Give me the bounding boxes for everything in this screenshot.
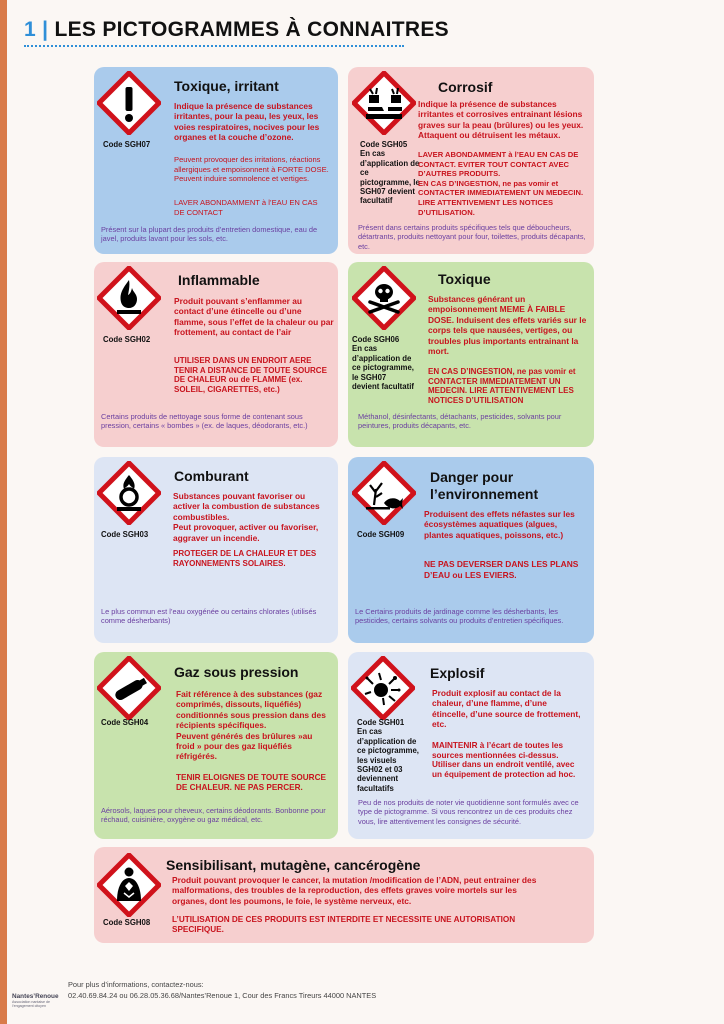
nantes-renoue-logo [12, 993, 64, 1011]
card-toxique [348, 262, 594, 447]
card-title: Gaz sous pression [174, 664, 299, 680]
left-accent-bar [0, 0, 7, 1024]
flame-over-circle-icon [97, 461, 161, 525]
card-examples: Peu de nos produits de noter vie quotidienne sont formulés avec ce type de pictogramme. Si vous rencontrez un de ces produits chez vous, lire attentivement les consignes de sécurité. [358, 798, 579, 826]
card-description: Fait référence à des substances (gaz comprimés, dissouts, liquéfiés) conditionnés sous pression dans des récipients spécifiques. Peuvent générés des brûlures »au froid » pour des gaz liquéfiés réfrigérés. [176, 689, 326, 762]
card-description: Indique la présence de substances irritantes, pour la peau, les yeux, les voies respiratoires, nocives pour les organes et la couche d’ozone. [174, 101, 320, 143]
flame-icon [97, 266, 161, 330]
page-title [24, 18, 449, 42]
title-text: LES PICTOGRAMMES À CONNAITRES [54, 18, 449, 41]
health-hazard-icon [97, 853, 161, 917]
card-effects: Peuvent provoquer des irritations, réactions allergiques et empoisonnent à FORTE DOSE. Peuvent induire somnolence et vertiges. [174, 155, 329, 184]
section-number: 1 [24, 18, 36, 41]
card-examples: Le plus commun est l’eau oxygénée ou certains chlorates (utilisés comme désherbants) [101, 607, 317, 626]
title-separator: | [42, 18, 49, 41]
card-description: Substances générant un empoisonnement MEME À FAIBLE DOSE. Induisent des effets variés sur le corps tels que nausées, vertiges, ou troubles plus importants entrainant la mort. [428, 294, 587, 357]
logo-subtext: Association nantaise de l’engagement citoyen [12, 1000, 50, 1008]
card-examples: Présent sur la plupart des produits d’entretien domestique, eau de javel, produits lavant pour les sols, etc. [101, 225, 318, 244]
code-label: Code SGH06 En cas d’application de ce pictogramme, le SGH07 devient facultatif [352, 335, 414, 392]
logo-text: Nantes’Renoue [12, 993, 59, 1000]
card-description: Indique la présence de substances irritantes et corrosives entrainant lésions graves sur la peau (brûlures) ou les yeux. Attaquent ou détruisent les métaux. [418, 99, 584, 141]
card-warning: UTILISER DANS UN ENDROIT AERE TENIR A DISTANCE DE TOUTE SOURCE DE CHALEUR ou de FLAMME (ex. SOLEIL, CIGARETTES, etc.) [174, 356, 327, 394]
card-description: Produisent des effets néfastes sur les écosystèmes aquatiques (algues, plantes aquatiques, poissons, etc.) [424, 509, 575, 540]
card-warning: NE PAS DEVERSER DANS LES PLANS D’EAU ou LES EVIERS. [424, 559, 579, 580]
card-warning: L’UTILISATION DE CES PRODUITS EST INTERDITE ET NECESSITE UNE AUTORISATION SPECIFIQUE. [172, 915, 516, 934]
card-warning: MAINTENIR à l’écart de toutes les sources mentionnées ci-dessus. Utiliser dans un endroit ventilé, avec un équipement de protection ad hoc. [432, 741, 576, 779]
card-description: Produit pouvant s’enflammer au contact d’une étincelle ou d’une flamme, sous l’effet de la chaleur ou par frottement, au contact de l’air [174, 296, 334, 338]
card-sensibilisant [94, 847, 594, 943]
code-label: Code SGH07 [103, 140, 151, 149]
card-title: Sensibilisant, mutagène, cancérogène [166, 857, 421, 873]
code-label: Code SGH01 En cas d’application de ce pictogramme, les visuels SGH02 et 03 deviennent facultatifs [357, 718, 419, 793]
exclamation-mark-icon [97, 71, 161, 135]
card-environnement [348, 457, 594, 643]
exploding-bomb-icon [351, 656, 415, 720]
card-description: Produit pouvant provoquer le cancer, la mutation /modification de l’ADN, peut entrainer des malformations, des troubles de la reproduction, des effets graves voire mortels sur les organes, dont les poumons, le foie, le système nerveux, etc. [172, 875, 537, 906]
card-title: Toxique [438, 271, 491, 287]
gas-cylinder-icon [97, 656, 161, 720]
card-examples: Le Certains produits de jardinage comme les désherbants, les pesticides, certains solvants ou produits d’entretien spécifiques. [355, 607, 564, 626]
card-warning: PROTEGER DE LA CHALEUR ET DES RAYONNEMENTS SOLAIRES. [173, 549, 317, 568]
code-label: Code SGH08 [103, 918, 151, 927]
contact-footer [68, 980, 376, 1001]
card-comburant [94, 457, 338, 643]
card-description: Produit explosif au contact de la chaleur, d’une flamme, d’une étincelle, d’une source de frottement, etc. [432, 688, 581, 730]
card-explosif [348, 652, 594, 839]
code-label: Code SGH05 En cas d’application de ce pictogramme, le SGH07 devient facultatif [360, 140, 420, 206]
corrosion-icon [352, 71, 416, 135]
title-underline [24, 45, 404, 47]
card-title: Inflammable [178, 272, 260, 288]
code-label: Code SGH09 [357, 530, 405, 539]
card-title: Explosif [430, 665, 485, 681]
card-inflammable [94, 262, 338, 447]
card-warning: LAVER ABONDAMMENT à l’EAU EN CAS DE CONTACT [174, 198, 318, 217]
card-examples: Aérosols, laques pour cheveux, certains déodorants. Bonbonne pour réchaud, cuisinière, oxygène ou gaz médical, etc. [101, 806, 326, 825]
card-title: Comburant [174, 468, 249, 484]
card-examples: Certains produits de nettoyage sous forme de contenant sous pression, certains « bombes » (ex. de laques, déodorants, etc.) [101, 412, 308, 431]
card-toxique-irritant [94, 67, 338, 254]
card-description: Substances pouvant favoriser ou activer la combustion de substances combustibles. Peut provoquer, activer ou favoriser, aggraver un incendie. [173, 491, 320, 543]
card-title: Corrosif [438, 79, 493, 95]
card-title: Danger pour l’environnement [430, 469, 539, 502]
card-warning: EN CAS D’INGESTION, ne pas vomir et CONTACTER IMMEDIATEMENT UN MEDECIN. LIRE ATTENTIVEMENT LES NOTICES D’UTILISATION [428, 367, 576, 405]
code-label: Code SGH02 [103, 335, 151, 344]
card-examples: Présent dans certains produits spécifiques tels que déboucheurs, détartrants, produits nettoyant pour four, toilettes, produits décapants, etc. [358, 223, 586, 251]
card-corrosif [348, 67, 594, 254]
card-examples: Méthanol, désinfectants, détachants, pesticides, solvants pour peintures, produits décapants, etc. [358, 412, 562, 431]
code-label: Code SGH04 [101, 718, 149, 727]
contact-details: 02.40.69.84.24 ou 06.28.05.36.68/Nantes’Renoue 1, Cour des Francs Tireurs 44000 NANTES [68, 990, 377, 1000]
card-warning: TENIR ELOIGNES DE TOUTE SOURCE DE CHALEUR. NE PAS PERCER. [176, 773, 326, 792]
skull-crossbones-icon [352, 266, 416, 330]
environment-icon [352, 461, 416, 525]
card-title: Toxique, irritant [174, 78, 279, 94]
code-label: Code SGH03 [101, 530, 149, 539]
card-gaz-sous-pression [94, 652, 338, 839]
contact-intro: Pour plus d’informations, contactez-nous: [68, 980, 204, 989]
card-warning: LAVER ABONDAMMENT à l’EAU EN CAS DE CONTACT. EVITER TOUT CONTACT AVEC D’AUTRES PRODUITS. EN CAS D’INGESTION, ne pas vomir et CONTACTER IMMEDIATEMENT UN MEDECIN. LIRE ATTENTIVEMENT LES NOTICES D’UTILISATION. [418, 150, 584, 217]
